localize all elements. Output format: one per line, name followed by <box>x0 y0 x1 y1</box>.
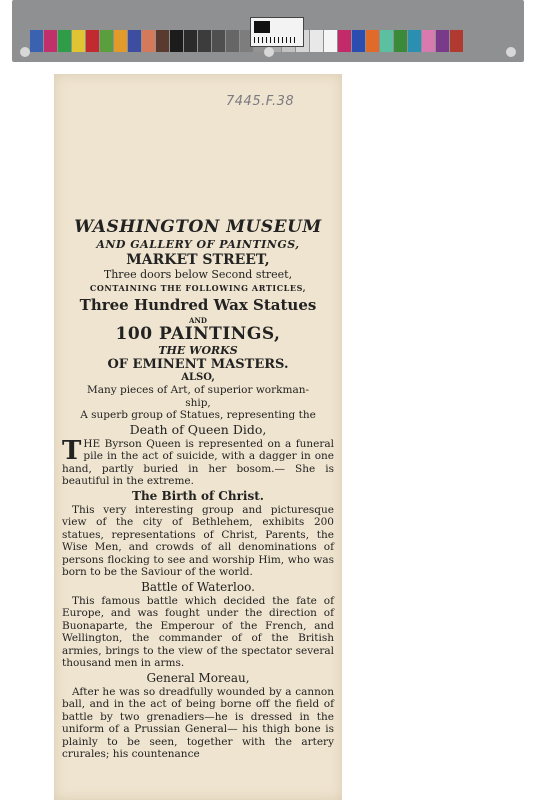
advertisement-text <box>60 216 336 761</box>
checker-scale-text <box>18 2 518 16</box>
color-swatch <box>450 30 463 52</box>
paintings-line: 100 PAINTINGS, <box>115 324 281 344</box>
gray-scale-target <box>250 17 304 47</box>
color-checker-card <box>12 0 524 62</box>
group-line: A superb group of Statues, representing the <box>80 409 316 421</box>
subtitle: AND GALLERY OF PAINTINGS, <box>96 238 300 251</box>
color-swatch <box>128 30 141 52</box>
section-paragraph: After he was so dreadfully wounded by a cannon ball, and in the act of being borne off the field of battle by two grenadiers—he is dressed in the uniform of a Prussian General— his thigh bone is plainly to be seen, together with the artery crurales; his countenance <box>62 685 334 760</box>
color-swatch <box>30 30 43 52</box>
color-swatch <box>170 30 183 52</box>
color-swatch <box>72 30 85 52</box>
wax-statues-line: Three Hundred Wax Statues <box>79 296 317 314</box>
color-swatch <box>394 30 407 52</box>
title: WASHINGTON MUSEUM <box>74 217 322 237</box>
color-swatch <box>212 30 225 52</box>
mount-hole <box>20 47 30 57</box>
and-line: AND <box>189 316 207 325</box>
works-line: THE WORKS <box>158 344 238 357</box>
containing-line: CONTAINING THE FOLLOWING ARTICLES, <box>89 283 307 293</box>
color-swatch <box>44 30 57 52</box>
color-swatch <box>198 30 211 52</box>
section-heading: The Birth of Christ. <box>132 488 264 503</box>
newspaper-clipping <box>54 74 342 800</box>
color-swatch <box>422 30 435 52</box>
color-swatch <box>184 30 197 52</box>
section-paragraph: THE Byrson Queen is represented on a funeral pile in the act of suicide, with a dagger in one hand, partly buried in her bosom.— She is beautiful in the extreme. <box>62 435 334 487</box>
color-swatch <box>100 30 113 52</box>
also-line: ALSO, <box>181 372 215 383</box>
color-swatch <box>324 30 337 52</box>
art-line: Many pieces of Art, of superior workman- <box>86 384 310 396</box>
drop-cap: T <box>62 435 82 466</box>
mount-hole <box>506 47 516 57</box>
section-heading: General Moreau, <box>146 670 250 685</box>
color-swatch <box>436 30 449 52</box>
color-swatch <box>338 30 351 52</box>
color-swatch <box>408 30 421 52</box>
color-swatch <box>156 30 169 52</box>
section-paragraph: This famous battle which decided the fate of Europe, and was fought under the direction of Buonaparte, the Emperour of the French, and Wellington, the commander of of the British armies, brings to the view of the spectator several thousand men in arms. <box>62 594 334 669</box>
street-name: MARKET STREET, <box>126 252 270 268</box>
art-line-cont: ship, <box>185 396 211 409</box>
color-swatch <box>58 30 71 52</box>
masters-line: OF EMINENT MASTERS. <box>107 357 289 372</box>
shelfmark-annotation: 7445.F.38 <box>226 94 295 109</box>
color-swatch <box>380 30 393 52</box>
color-swatches <box>30 30 464 52</box>
location: Three doors below Second street, <box>103 268 293 281</box>
section-heading: Death of Queen Dido, <box>129 421 267 437</box>
color-swatch <box>86 30 99 52</box>
color-swatch <box>310 30 323 52</box>
section-paragraph: This very interesting group and picturesque view of the city of Bethlehem, exhibits 200 statues, representations of Christ, Parents, the Wise Men, and crowds of all denominations of persons flocking to see and worship Him, who was born to be the Saviour of the world. <box>62 503 334 578</box>
mount-hole <box>264 47 274 57</box>
color-swatch <box>352 30 365 52</box>
color-swatch <box>366 30 379 52</box>
color-swatch <box>114 30 127 52</box>
color-swatch <box>142 30 155 52</box>
color-swatch <box>226 30 239 52</box>
section-heading: Battle of Waterloo. <box>141 579 255 594</box>
